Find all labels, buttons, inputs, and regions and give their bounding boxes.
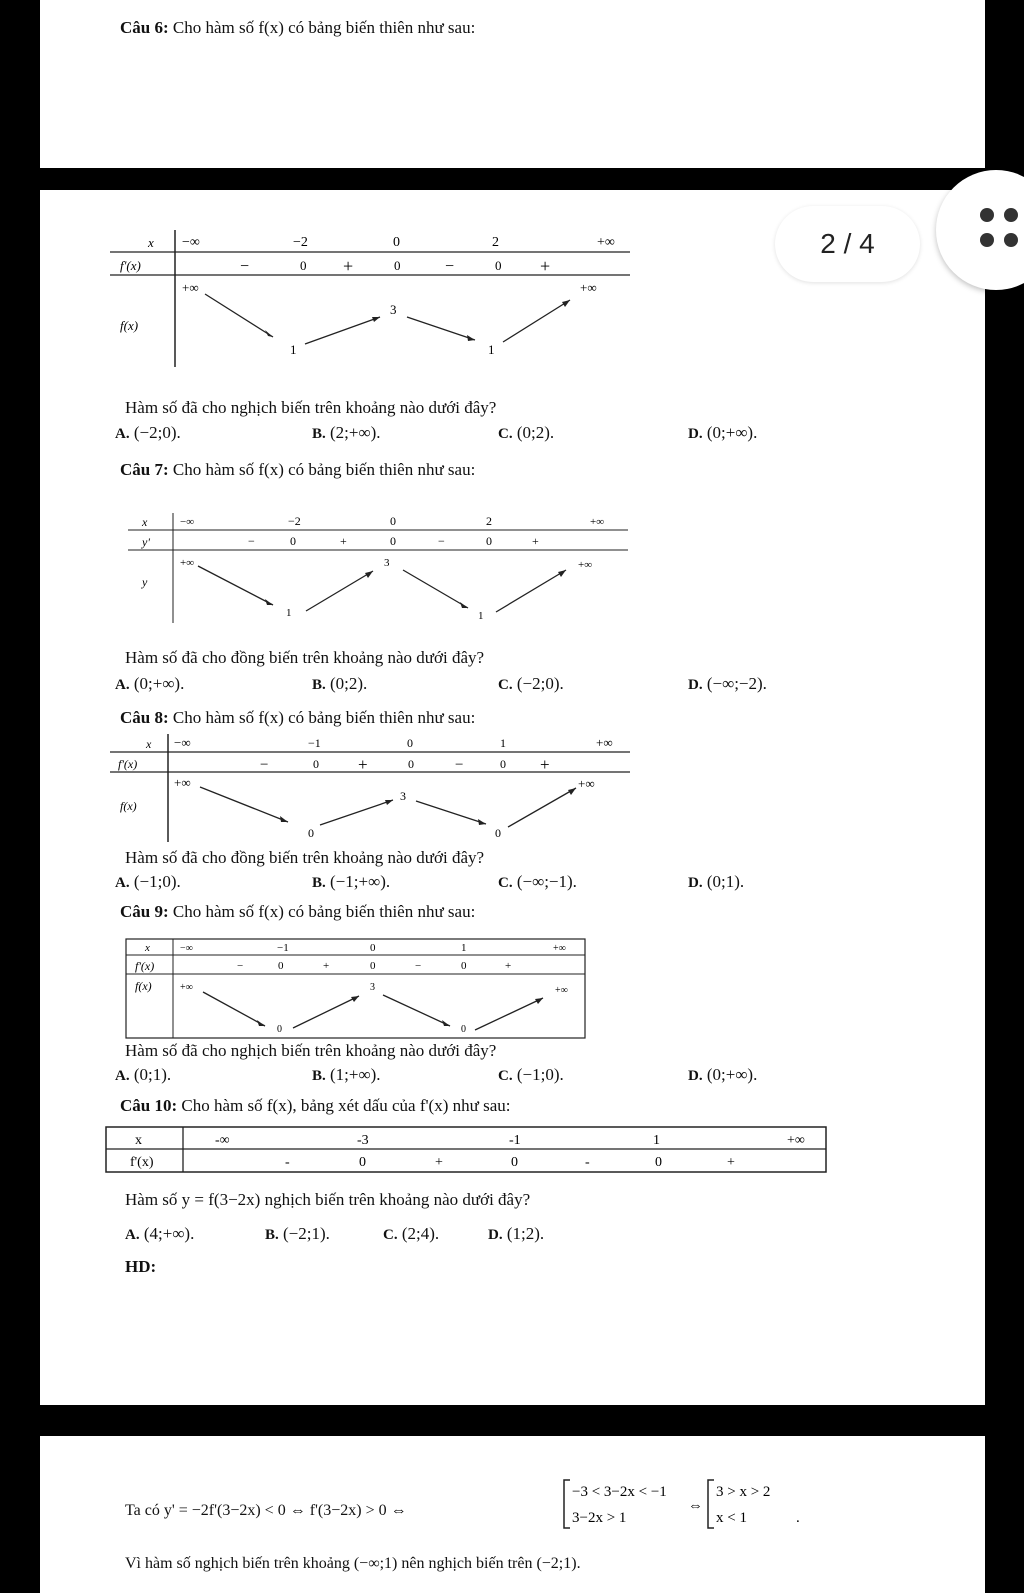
- q10-x-1: -3: [357, 1133, 369, 1148]
- q9-sign-3: 0: [370, 960, 376, 972]
- q6-x-3: 2: [492, 235, 499, 250]
- q10-title: [120, 1096, 510, 1116]
- q9-option-c[interactable]: [498, 1065, 564, 1085]
- q9-sign-2: +: [323, 960, 330, 972]
- q9-x-2: 0: [370, 942, 376, 954]
- q8-val-2: 3: [400, 789, 406, 803]
- q8-sign-0: −: [260, 757, 269, 773]
- q8-sign-6: +: [540, 755, 550, 774]
- q9-option-a[interactable]: [115, 1065, 171, 1085]
- q9-label-f: f(x): [135, 979, 152, 993]
- q7-option-c-text: (−2;0).: [516, 674, 564, 693]
- q6-val-2: 3: [390, 302, 397, 317]
- q10-x-4: +∞: [787, 1133, 805, 1148]
- q9-title-bold: Câu 9:: [120, 902, 169, 921]
- q6-label-fprime: f'(x): [120, 258, 141, 273]
- q9-question: Hàm số đã cho nghịch biến trên khoảng nào dưới đây?: [125, 1041, 497, 1060]
- q10-sign-4: -: [585, 1155, 590, 1170]
- q7-option-b[interactable]: [312, 674, 367, 694]
- q6-option-b-letter: B.: [312, 426, 326, 442]
- q10-sign-0: -: [285, 1155, 290, 1170]
- q10-option-a[interactable]: [125, 1224, 194, 1244]
- q8-sign-2: +: [358, 755, 368, 774]
- q10-title-text: Cho hàm số f(x), bảng xét dấu của f'(x) như sau:: [181, 1096, 511, 1115]
- q6-sign-6: +: [540, 256, 551, 276]
- q8-x-1: −1: [308, 736, 321, 750]
- q6-option-c[interactable]: [498, 423, 554, 443]
- page-indicator: 2 / 4: [775, 206, 920, 282]
- q6-sign-0: −: [240, 258, 250, 275]
- q7-x-0: −∞: [180, 516, 195, 528]
- q9-label-fprime: f'(x): [135, 959, 155, 973]
- q10-option-c-letter: C.: [383, 1227, 398, 1243]
- q10-sign-3: 0: [511, 1155, 518, 1170]
- q6-option-d-letter: D.: [688, 426, 703, 442]
- q8-question: Hàm số đã cho đồng biến trên khoảng nào dưới đây?: [125, 848, 485, 867]
- q10-option-d-letter: D.: [488, 1227, 503, 1243]
- q6-val-1: 1: [290, 342, 297, 357]
- q6-val-0: +∞: [182, 280, 199, 295]
- q8-x-3: 1: [500, 736, 506, 750]
- q6-option-b[interactable]: [312, 423, 381, 443]
- q8-option-b[interactable]: [312, 872, 390, 892]
- q8-sign-4: −: [455, 757, 464, 773]
- q7-option-a-text: (0;+∞).: [133, 674, 185, 693]
- q9-option-d-letter: D.: [688, 1068, 703, 1084]
- q7-title-text: Cho hàm số f(x) có bảng biến thiên như sau:: [172, 460, 476, 479]
- q7-sign-5: 0: [486, 534, 492, 548]
- q8-title: [120, 708, 475, 728]
- solution-sys1-b: 3−2x > 1: [572, 1510, 627, 1526]
- q10-option-c-text: (2;4).: [401, 1224, 440, 1243]
- q7-title-bold: Câu 7:: [120, 460, 169, 479]
- q8-val-0: +∞: [174, 775, 191, 790]
- q7-sign-6: +: [532, 534, 539, 548]
- q6-title-text: Cho hàm số f(x) có bảng biến thiên như sau:: [172, 18, 476, 37]
- q7-sign-4: −: [438, 534, 445, 548]
- q9-sign-1: 0: [278, 960, 284, 972]
- solution-line1: Ta có y' = −2f'(3−2x) < 0 ⇔ f'(3−2x) > 0 ⇔: [125, 1502, 407, 1519]
- solution-line2: Vì hàm số nghịch biến trên khoảng (−∞;1) nên nghịch biến trên (−2;1).: [125, 1555, 581, 1572]
- q7-sign-1: 0: [290, 534, 296, 548]
- q6-x-2: 0: [393, 235, 400, 250]
- q10-option-a-text: (4;+∞).: [143, 1224, 195, 1243]
- q6-val-3: 1: [488, 342, 495, 357]
- q9-x-4: +∞: [553, 943, 566, 954]
- q9-val-0: +∞: [180, 982, 193, 993]
- q8-option-c-letter: C.: [498, 875, 513, 891]
- q9-val-2: 3: [370, 982, 375, 993]
- q7-sign-2: +: [340, 534, 347, 548]
- solution-sys2-a: 3 > x > 2: [716, 1484, 771, 1500]
- q10-sign-6: +: [727, 1155, 735, 1170]
- q8-label-fprime: f'(x): [118, 757, 138, 771]
- q10-sign-1: 0: [359, 1155, 366, 1170]
- q8-option-a-text: (−1;0).: [133, 872, 181, 891]
- q9-title-text: Cho hàm số f(x) có bảng biến thiên như sau:: [172, 902, 476, 921]
- q6-sign-1: 0: [300, 258, 307, 273]
- q7-val-2: 3: [384, 557, 390, 569]
- q9-variation-table: [125, 938, 587, 1040]
- q8-label-x: x: [146, 737, 152, 751]
- q10-option-b-text: (−2;1).: [283, 1224, 330, 1243]
- q7-option-b-text: (0;2).: [330, 674, 368, 693]
- q8-option-c[interactable]: [498, 872, 577, 892]
- q6-title-bold: Câu 6:: [120, 18, 169, 37]
- q10-x-2: -1: [509, 1133, 521, 1148]
- solution-period: .: [796, 1510, 800, 1526]
- q10-title-bold: Câu 10:: [120, 1096, 178, 1115]
- q6-label-x: x: [148, 235, 154, 250]
- q7-label-x: x: [142, 515, 148, 529]
- q6-option-b-text: (2;+∞).: [330, 423, 381, 442]
- q8-x-2: 0: [407, 736, 413, 750]
- q9-sign-0: −: [237, 960, 244, 972]
- q7-option-b-letter: B.: [312, 677, 326, 693]
- q8-val-1: 0: [308, 826, 314, 840]
- q10-option-a-letter: A.: [125, 1227, 140, 1243]
- q7-x-2: 0: [390, 514, 396, 528]
- q8-x-4: +∞: [596, 735, 613, 750]
- q9-option-b-text: (1;+∞).: [330, 1065, 381, 1084]
- q7-option-d-text: (−∞;−2).: [706, 674, 767, 693]
- q7-x-1: −2: [288, 514, 301, 528]
- q10-sign-table: [105, 1126, 827, 1174]
- q9-option-c-letter: C.: [498, 1068, 513, 1084]
- q9-sign-5: 0: [461, 960, 467, 972]
- q8-variation-table: [110, 732, 630, 844]
- q7-variation-table: [128, 508, 628, 628]
- q7-title: [120, 460, 475, 480]
- q6-sign-4: −: [445, 258, 455, 275]
- q8-option-a[interactable]: [115, 872, 181, 892]
- page-main: [40, 190, 985, 1405]
- q8-sign-5: 0: [500, 757, 506, 771]
- q6-val-4: +∞: [580, 280, 597, 295]
- q6-option-c-text: (0;2).: [516, 423, 555, 442]
- q9-val-3: 0: [461, 1024, 466, 1035]
- q7-x-3: 2: [486, 514, 492, 528]
- q8-option-b-text: (−1;+∞).: [330, 872, 391, 891]
- q8-option-c-text: (−∞;−1).: [516, 872, 577, 891]
- q7-val-3: 1: [478, 610, 484, 622]
- q9-x-3: 1: [461, 942, 467, 954]
- q7-option-c[interactable]: [498, 674, 564, 694]
- q8-option-a-letter: A.: [115, 875, 130, 891]
- q7-option-a-letter: A.: [115, 677, 130, 693]
- q9-title: [120, 902, 475, 922]
- q10-option-c[interactable]: [383, 1224, 439, 1244]
- q9-option-a-text: (0;1).: [133, 1065, 172, 1084]
- q8-option-d-letter: D.: [688, 875, 703, 891]
- q6-option-a-letter: A.: [115, 426, 130, 442]
- q6-x-1: −2: [293, 235, 308, 250]
- q10-question: Hàm số y = f(3−2x) nghịch biến trên khoảng nào dưới đây?: [125, 1190, 531, 1209]
- q6-option-d[interactable]: [688, 423, 757, 443]
- q9-sign-4: −: [415, 960, 422, 972]
- q10-option-b-letter: B.: [265, 1227, 279, 1243]
- q10-x-0: -∞: [215, 1133, 230, 1148]
- q8-title-bold: Câu 8:: [120, 708, 169, 727]
- q6-variation-table: [110, 222, 630, 372]
- q6-option-c-letter: C.: [498, 426, 513, 442]
- q6-sign-2: +: [343, 256, 354, 276]
- q6-option-a-text: (−2;0).: [133, 423, 181, 442]
- q8-label-f: f(x): [120, 799, 137, 813]
- q9-val-4: +∞: [555, 985, 568, 996]
- q9-option-d[interactable]: [688, 1065, 757, 1085]
- q6-question: Hàm số đã cho nghịch biến trên khoảng nào dưới đây?: [125, 398, 497, 417]
- q6-label-f: f(x): [120, 318, 139, 333]
- q8-option-b-letter: B.: [312, 875, 326, 891]
- q10-label-x: x: [135, 1133, 142, 1148]
- q8-option-d[interactable]: [688, 872, 744, 892]
- q7-x-4: +∞: [590, 516, 605, 528]
- q9-x-0: −∞: [180, 943, 193, 954]
- q8-x-0: −∞: [174, 735, 191, 750]
- q7-option-c-letter: C.: [498, 677, 513, 693]
- q10-sign-2: +: [435, 1155, 443, 1170]
- q7-sign-0: −: [248, 534, 255, 548]
- q6-title: [120, 18, 475, 38]
- q8-sign-3: 0: [408, 757, 414, 771]
- q10-option-b[interactable]: [265, 1224, 330, 1244]
- q6-x-0: −∞: [182, 235, 200, 250]
- page-fragment-top: [40, 0, 985, 168]
- q10-sign-5: 0: [655, 1155, 662, 1170]
- q9-val-1: 0: [277, 1024, 282, 1035]
- q9-option-b[interactable]: [312, 1065, 381, 1085]
- grid-dots-icon: [980, 208, 1024, 252]
- q8-option-d-text: (0;1).: [706, 872, 745, 891]
- solution-systems: [560, 1474, 820, 1544]
- q7-option-d-letter: D.: [688, 677, 703, 693]
- solution-sys2-b: x < 1: [716, 1510, 747, 1526]
- q7-option-d[interactable]: [688, 674, 767, 694]
- q7-question: Hàm số đã cho đồng biến trên khoảng nào dưới đây?: [125, 648, 485, 667]
- q6-option-a[interactable]: [115, 423, 181, 443]
- q7-label-yprime: y': [142, 535, 150, 549]
- page-fragment-bottom: [40, 1436, 985, 1593]
- q8-title-text: Cho hàm số f(x) có bảng biến thiên như sau:: [172, 708, 476, 727]
- q10-hd-label: HD:: [125, 1257, 157, 1276]
- q8-val-4: +∞: [578, 776, 595, 791]
- q9-option-a-letter: A.: [115, 1068, 130, 1084]
- q10-option-d-text: (1;2).: [506, 1224, 545, 1243]
- q7-val-1: 1: [286, 607, 292, 619]
- q10-x-3: 1: [653, 1133, 660, 1148]
- solution-sys1-a: −3 < 3−2x < −1: [572, 1484, 667, 1500]
- q7-val-0: +∞: [180, 557, 195, 569]
- q8-sign-1: 0: [313, 757, 319, 771]
- solution-equiv: ⇔: [688, 1498, 703, 1514]
- q6-x-4: +∞: [597, 235, 615, 250]
- q9-sign-6: +: [505, 960, 512, 972]
- q9-option-b-letter: B.: [312, 1068, 326, 1084]
- q9-x-1: −1: [277, 942, 289, 954]
- q9-option-d-text: (0;+∞).: [706, 1065, 758, 1084]
- q6-option-d-text: (0;+∞).: [706, 423, 758, 442]
- q6-sign-3: 0: [394, 258, 401, 273]
- q10-option-d[interactable]: [488, 1224, 544, 1244]
- q6-sign-5: 0: [495, 258, 502, 273]
- q8-val-3: 0: [495, 826, 501, 840]
- q9-option-c-text: (−1;0).: [516, 1065, 564, 1084]
- q7-option-a[interactable]: [115, 674, 184, 694]
- q7-val-4: +∞: [578, 559, 593, 571]
- q10-label-fprime: f'(x): [130, 1155, 154, 1170]
- q7-label-y: y: [142, 575, 148, 589]
- q7-sign-3: 0: [390, 534, 396, 548]
- q9-label-x: x: [145, 942, 150, 954]
